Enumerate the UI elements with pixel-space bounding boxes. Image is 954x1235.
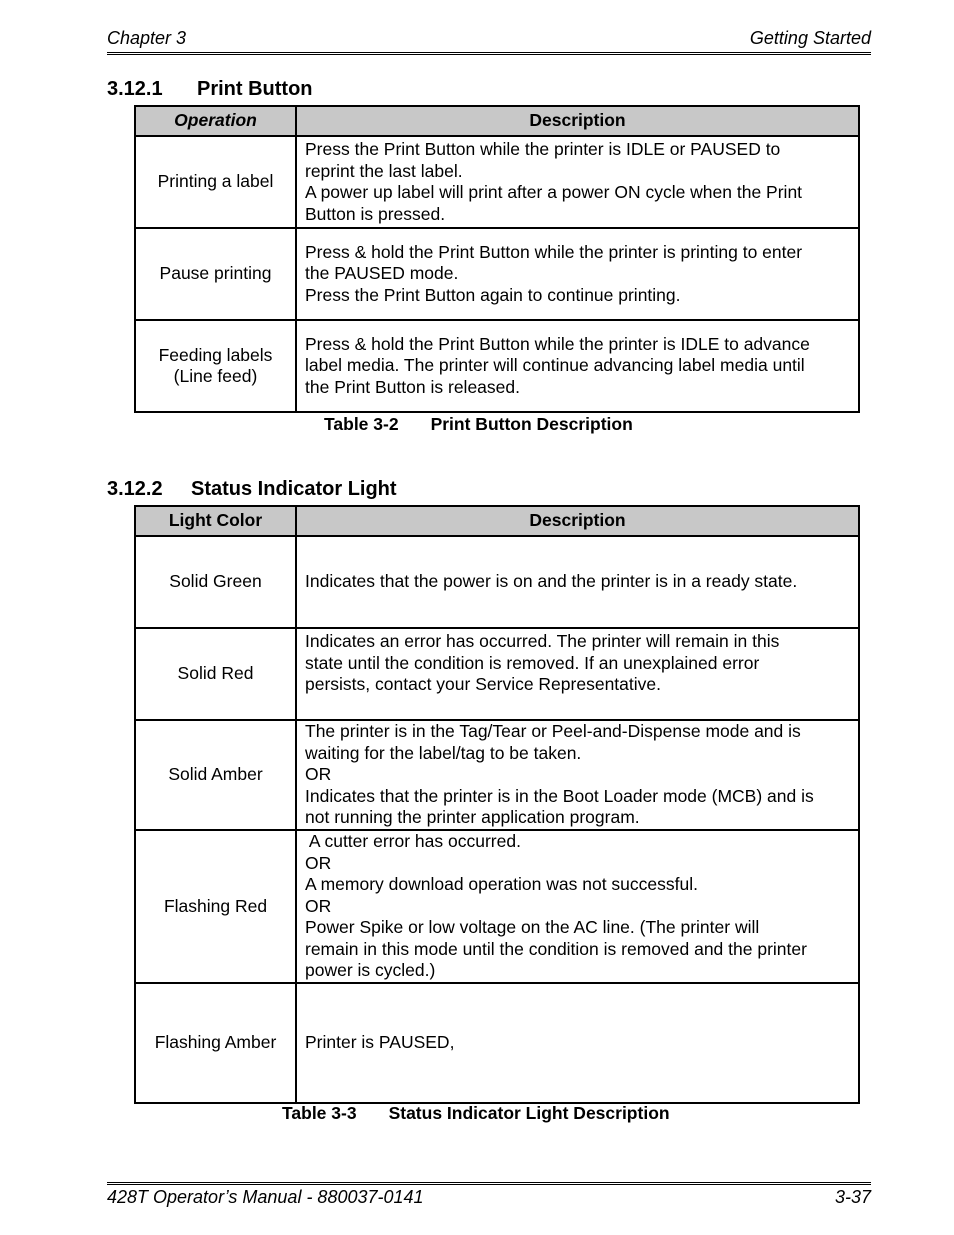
description-line: OR: [305, 895, 332, 916]
operation-cell: [135, 320, 296, 412]
table-header-row: [135, 106, 859, 136]
table-caption: [324, 414, 633, 435]
table-row: [135, 983, 859, 1103]
description-cell: [296, 628, 859, 720]
table-row: [135, 536, 859, 628]
description-line: The printer is in the Tag/Tear or Peel-and-Dispense mode and is: [305, 721, 801, 742]
operation-cell: [135, 228, 296, 320]
table-row: [135, 830, 859, 983]
print-button-table: [134, 105, 860, 413]
column-header-description: Description: [296, 106, 859, 136]
table-row: [135, 720, 859, 830]
table-row: [135, 228, 859, 320]
column-header-description: Description: [296, 506, 859, 536]
light-color-cell: Flashing Red: [135, 830, 296, 983]
manual-title: 428T Operator’s Manual - 880037-0141: [107, 1187, 424, 1207]
description-line: label media. The printer will continue advancing label media until: [305, 355, 805, 376]
operation-text: Feeding labels: [158, 344, 273, 365]
page-number: 3-37: [834, 1187, 871, 1207]
caption-label: Table 3-3: [282, 1103, 357, 1123]
light-color-cell: Flashing Amber: [135, 983, 296, 1103]
caption-text: Print Button Description: [430, 414, 633, 434]
description-cell: [296, 536, 859, 628]
description-line: state until the condition is removed. If an unexplained error: [305, 652, 760, 673]
section-heading-status-indicator: [107, 478, 397, 501]
description-line: the PAUSED mode.: [305, 263, 459, 284]
description-line: remain in this mode until the condition is removed and the printer: [305, 938, 807, 959]
description-line: A cutter error has occurred.: [305, 831, 521, 852]
light-color-cell: Solid Green: [135, 536, 296, 628]
caption-label: Table 3-2: [324, 414, 399, 434]
description-line: waiting for the label/tag to be taken.: [305, 742, 582, 763]
description-cell: [296, 720, 859, 830]
description-line: Indicates that the printer is in the Boot Loader mode (MCB) and is: [305, 785, 814, 806]
column-header-operation: Operation: [135, 106, 296, 136]
description-line: Press & hold the Print Button while the printer is printing to enter: [305, 241, 803, 262]
section-number: 3.12.1: [107, 78, 163, 100]
table-row: [135, 320, 859, 412]
section-title: Print Button: [197, 78, 313, 100]
light-color-cell: Solid Red: [135, 628, 296, 720]
description-line: the Print Button is released.: [305, 376, 520, 397]
section-number: 3.12.2: [107, 478, 163, 500]
description-line: reprint the last label.: [305, 160, 463, 181]
page-footer: [107, 1182, 871, 1211]
description-line: Indicates an error has occurred. The printer will remain in this: [305, 631, 780, 651]
description-cell: [296, 136, 859, 228]
operation-text: Pause printing: [159, 263, 272, 284]
description-line: A memory download operation was not successful.: [305, 874, 698, 895]
description-line: persists, contact your Service Representative.: [305, 674, 661, 694]
operation-text: (Line feed): [173, 366, 258, 386]
description-line: Press the Print Button again to continue printing.: [305, 284, 681, 305]
table-header-row: [135, 506, 859, 536]
description-line: OR: [305, 764, 332, 785]
section-title: Status Indicator Light: [191, 478, 397, 500]
column-header-light-color: Light Color: [135, 506, 296, 536]
description-line: Printer is PAUSED,: [305, 1032, 455, 1053]
description-cell: [296, 228, 859, 320]
description-line: power is cycled.): [305, 960, 436, 981]
operation-cell: [135, 136, 296, 228]
chapter-label: Chapter 3: [107, 28, 187, 48]
description-line: not running the printer application program.: [305, 807, 640, 828]
page-header: [107, 28, 871, 55]
light-color-cell: Solid Amber: [135, 720, 296, 830]
description-line: Press the Print Button while the printer is IDLE or PAUSED to: [305, 139, 781, 159]
description-line: Power Spike or low voltage on the AC line. (The printer will: [305, 917, 760, 938]
description-line: OR: [305, 852, 332, 873]
description-line: A power up label will print after a power ON cycle when the Print: [305, 182, 803, 202]
table-row: [135, 628, 859, 720]
table-row: [135, 136, 859, 228]
table-caption: [282, 1103, 670, 1124]
status-indicator-table: [134, 505, 860, 1104]
operation-text: Printing a label: [157, 171, 274, 192]
description-cell: [296, 830, 859, 983]
description-cell: [296, 320, 859, 412]
description-line: Button is pressed.: [305, 203, 446, 224]
chapter-title: Getting Started: [749, 28, 871, 48]
description-line: Press & hold the Print Button while the printer is IDLE to advance: [305, 333, 810, 354]
section-heading-print-button: [107, 78, 313, 101]
description-line: Indicates that the power is on and the printer is in a ready state.: [305, 571, 798, 592]
description-cell: [296, 983, 859, 1103]
caption-text: Status Indicator Light Description: [388, 1103, 670, 1123]
